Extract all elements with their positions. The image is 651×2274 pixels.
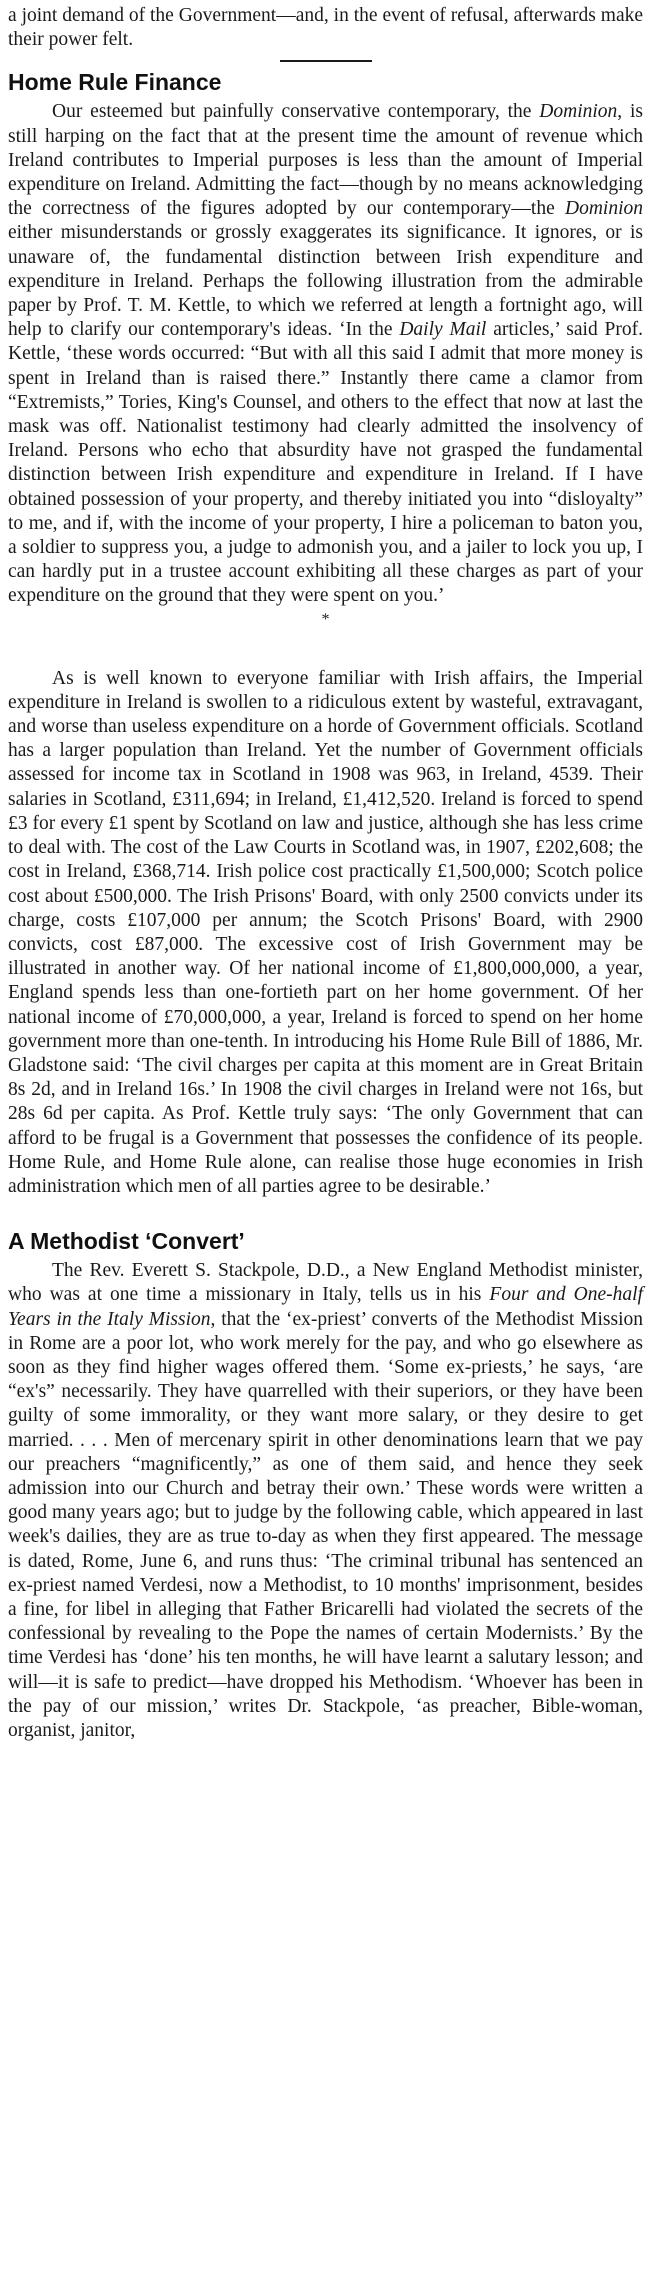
section-divider — [280, 60, 372, 62]
methodist-paragraph-1: The Rev. Everett S. Stackpole, D.D., a New England Methodist minister, who was at one time a missionary in Italy, tells us in his Four and One-half Years in the Italy Mission, that the ‘ex-priest’ converts of the Methodist Mission in Rome are a poor lot, who work merely for the pay, and who go elsewhere as soon as they find higher wages offered them. ‘Some ex-priests,’ he says, ‘are “ex's” necessarily. They have quarrelled with their superiors, or they have been guilty of some immorality, or they want more salary, or they desire to get married. . . . Men of mercenary spirit in other denominations learn that we pay our preachers “magnificently,” as one of them said, and hence they seek admission into our Church and betray their own.’ These words were written a good many years ago; but to judge by the following cable, which appeared in last week's dailies, they are as true to-day as when they first appeared. The message is dated, Rome, June 6, and runs thus: ‘The criminal tribunal has sentenced an ex-priest named Verdesi, now a Methodist, to 10 months' imprisonment, besides a fine, for libel in alleging that Father Bricarelli had violated the secrets of the confessional by revealing to the Pope the names of certain Modernists.’ By the time Verdesi has ‘done’ his ten months, he will have learnt a salutary lesson; and will—it is safe to predict—have dropped his Methodism. ‘Whoever has been in the pay of our mission,’ writes Dr. Stackpole, ‘as preacher, Bible-woman, organist, janitor, — [8, 1260, 644, 1741]
home-rule-paragraph-2: As is well known to everyone familiar with Irish affairs, the Imperial expenditure in Ireland is swollen to a ridiculous extent by wasteful, extravagant, and worse than useless expenditure on a horde of Government officials. Scotland has a larger population than Ireland. Yet the number of Government officials assessed for income tax in Scotland in 1908 was 963, in Ireland, 4539. Their salaries in Scotland, £311,694; in Ireland, £1,412,520. Ireland is forced to spend £3 for every £1 spent by Scotland on law and justice, although she has less crime to deal with. The cost of the Law Courts in Scotland was, in 1907, £202,608; the cost in Ireland, £368,714. Irish police cost practically £1,500,000; Scotch police cost about £500,000. The Irish Prisons' Board, with only 2500 convicts under its charge, costs £107,000 per annum; the Scotch Prisons' Board, with 2900 convicts, cost £87,000. The excessive cost of Irish Government may be illustrated in another way. Of her national income of £1,800,000,000, a year, England spends less than one-fortieth part on her home government. Of her national income of £70,000,000, a year, Ireland is forced to spend on her home government more than one-tenth. In introducing his Home Rule Bill of 1886, Mr. Gladstone said: ‘The civil charges per capita at this moment are in Great Britain 8s 2d, and in Ireland 16s.’ In 1908 the civil charges in Ireland were not 16s, but 28s 6d per capita. As Prof. Kettle truly says: ‘The only Government that can afford to be frugal is a Government that possesses the confidence of its people. Home Rule, and Home Rule alone, can realise those huge economies in Irish administration which men of all parties agree to be desirable.’ — [8, 667, 643, 1197]
opening-paragraph: a joint demand of the Government—and, in the event of refusal, afterwards make their power felt. — [8, 5, 643, 51]
asterisk-separator: * — [321, 610, 330, 628]
section-title-home-rule-finance: Home Rule Finance — [8, 69, 222, 96]
home-rule-paragraph-1: Our esteemed but painfully conservative contemporary, the Dominion, is still harping on the fact that at the present time the amount of revenue which Ireland contributes to Imperial purposes is less than the amount of Imperial expenditure on Ireland. Admitting the fact—though by no means acknowledging the correctness of the figures adopted by our contemporary—the Dominion either misunderstands or grossly exaggerates its significance. It ignores, or is unaware of, the fundamental distinction between Irish expenditure and expenditure in Ireland. Perhaps the following illustration from the admirable paper by Prof. T. M. Kettle, to which we referred at length a fortnight ago, will help to clarify our contemporary's ideas. ‘In the Daily Mail articles,’ said Prof. Kettle, ‘these words occurred: “But with all this said I admit that more money is spent in Ireland than is raised there.” Instantly there came a clamor from “Extremists,” Tories, King's Counsel, and others to the effect that now at last the mask was off. Nationalist testimony had clearly admitted the insolvency of Ireland. Persons who echo that absurdity have not grasped the fundamental distinction between Irish expenditure and expenditure in Ireland. If I have obtained possession of your property, and thereby initiated you into “disloyalty” to me, and if, with the income of your property, I hire a policeman to baton you, a soldier to suppress you, a judge to admonish you, and a jailer to lock you up, I can hardly put in a trustee account exhibiting all these charges as part of your expenditure on the ground that they were spent on you.’ — [8, 101, 644, 607]
section-title-methodist-convert: A Methodist ‘Convert’ — [8, 1228, 245, 1255]
